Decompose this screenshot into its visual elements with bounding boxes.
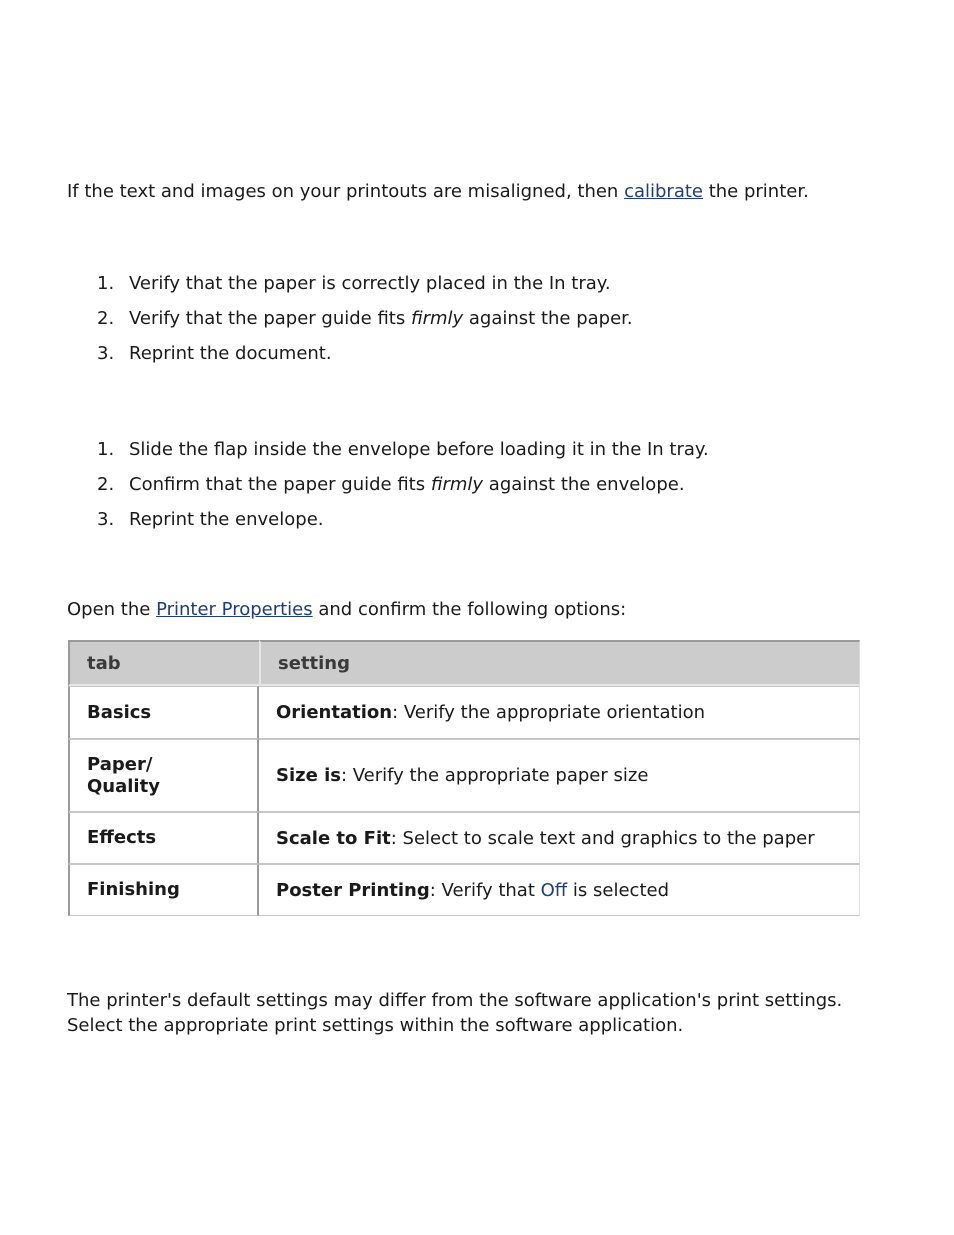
list-item: [67, 266, 633, 301]
step-text: Reprint the envelope.: [129, 509, 324, 530]
step-text: Slide the flap inside the envelope before loading it in the In tray.: [129, 439, 709, 460]
envelope-steps-list: [67, 432, 709, 537]
setting-value-off: Off: [540, 879, 568, 901]
list-item: [67, 502, 709, 537]
properties-text: Open the: [67, 599, 157, 620]
intro-text: If the text and images on your printouts are misaligned, then: [67, 181, 625, 202]
setting-label: Orientation: [276, 702, 393, 723]
setting-cell: [259, 739, 860, 812]
tab-cell: Finishing: [68, 864, 259, 916]
tab-cell: Basics: [68, 686, 259, 739]
setting-label: Size is: [276, 765, 341, 786]
options-table: [68, 640, 860, 916]
column-header-setting: setting: [259, 640, 860, 686]
step-text: Reprint the document.: [129, 343, 332, 364]
tab-cell-line: Paper/: [87, 753, 153, 775]
table-row: [68, 812, 860, 864]
step-number: 2.: [97, 308, 115, 329]
step-text-end: against the paper.: [463, 308, 633, 329]
intro-text-end: the printer.: [702, 181, 809, 202]
table-row: [68, 739, 860, 812]
column-header-tab: tab: [68, 640, 259, 686]
step-number: 3.: [97, 343, 115, 364]
calibrate-link[interactable]: calibrate: [624, 181, 703, 202]
setting-cell: [259, 864, 860, 916]
setting-label: Scale to Fit: [276, 827, 391, 849]
list-item: [67, 467, 709, 502]
step-number: 1.: [97, 273, 115, 294]
tab-cell: Effects: [68, 812, 259, 864]
settings-note-line: Select the appropriate print settings within the software application.: [67, 1015, 684, 1036]
table-row: [68, 864, 860, 916]
table-header-row: [68, 640, 860, 686]
setting-desc: : Verify that: [429, 879, 541, 901]
step-number: 3.: [97, 509, 115, 530]
properties-intro: [67, 597, 626, 622]
setting-desc: : Select to scale text and graphics to the paper: [390, 827, 815, 849]
step-number: 1.: [97, 439, 115, 460]
setting-desc-end: is selected: [567, 879, 670, 901]
table-row: [68, 686, 860, 739]
step-emphasis: firmly: [410, 308, 464, 329]
setting-desc: : Verify the appropriate orientation: [392, 702, 705, 723]
setting-desc: : Verify the appropriate paper size: [340, 765, 649, 786]
setting-cell: [259, 812, 860, 864]
list-item: [67, 336, 633, 371]
step-text: Verify that the paper is correctly placed in the In tray.: [129, 273, 611, 294]
settings-note-line: The printer's default settings may differ from the software application's print settings.: [67, 990, 843, 1011]
tab-cell-line: Quality: [87, 775, 160, 797]
calibrate-intro: [67, 179, 809, 204]
step-text-end: against the envelope.: [483, 474, 685, 495]
setting-cell: [259, 686, 860, 739]
printer-properties-link[interactable]: Printer Properties: [156, 599, 313, 620]
setting-label: Poster Printing: [276, 879, 430, 901]
step-number: 2.: [97, 474, 115, 495]
tab-cell: [68, 739, 259, 812]
settings-note: [67, 988, 897, 1038]
list-item: [67, 432, 709, 467]
step-emphasis: firmly: [430, 474, 484, 495]
step-text: Verify that the paper guide fits: [129, 308, 411, 329]
step-text: Confirm that the paper guide fits: [129, 474, 431, 495]
properties-text-end: and confirm the following options:: [312, 599, 627, 620]
paper-steps-list: [67, 266, 633, 371]
list-item: [67, 301, 633, 336]
